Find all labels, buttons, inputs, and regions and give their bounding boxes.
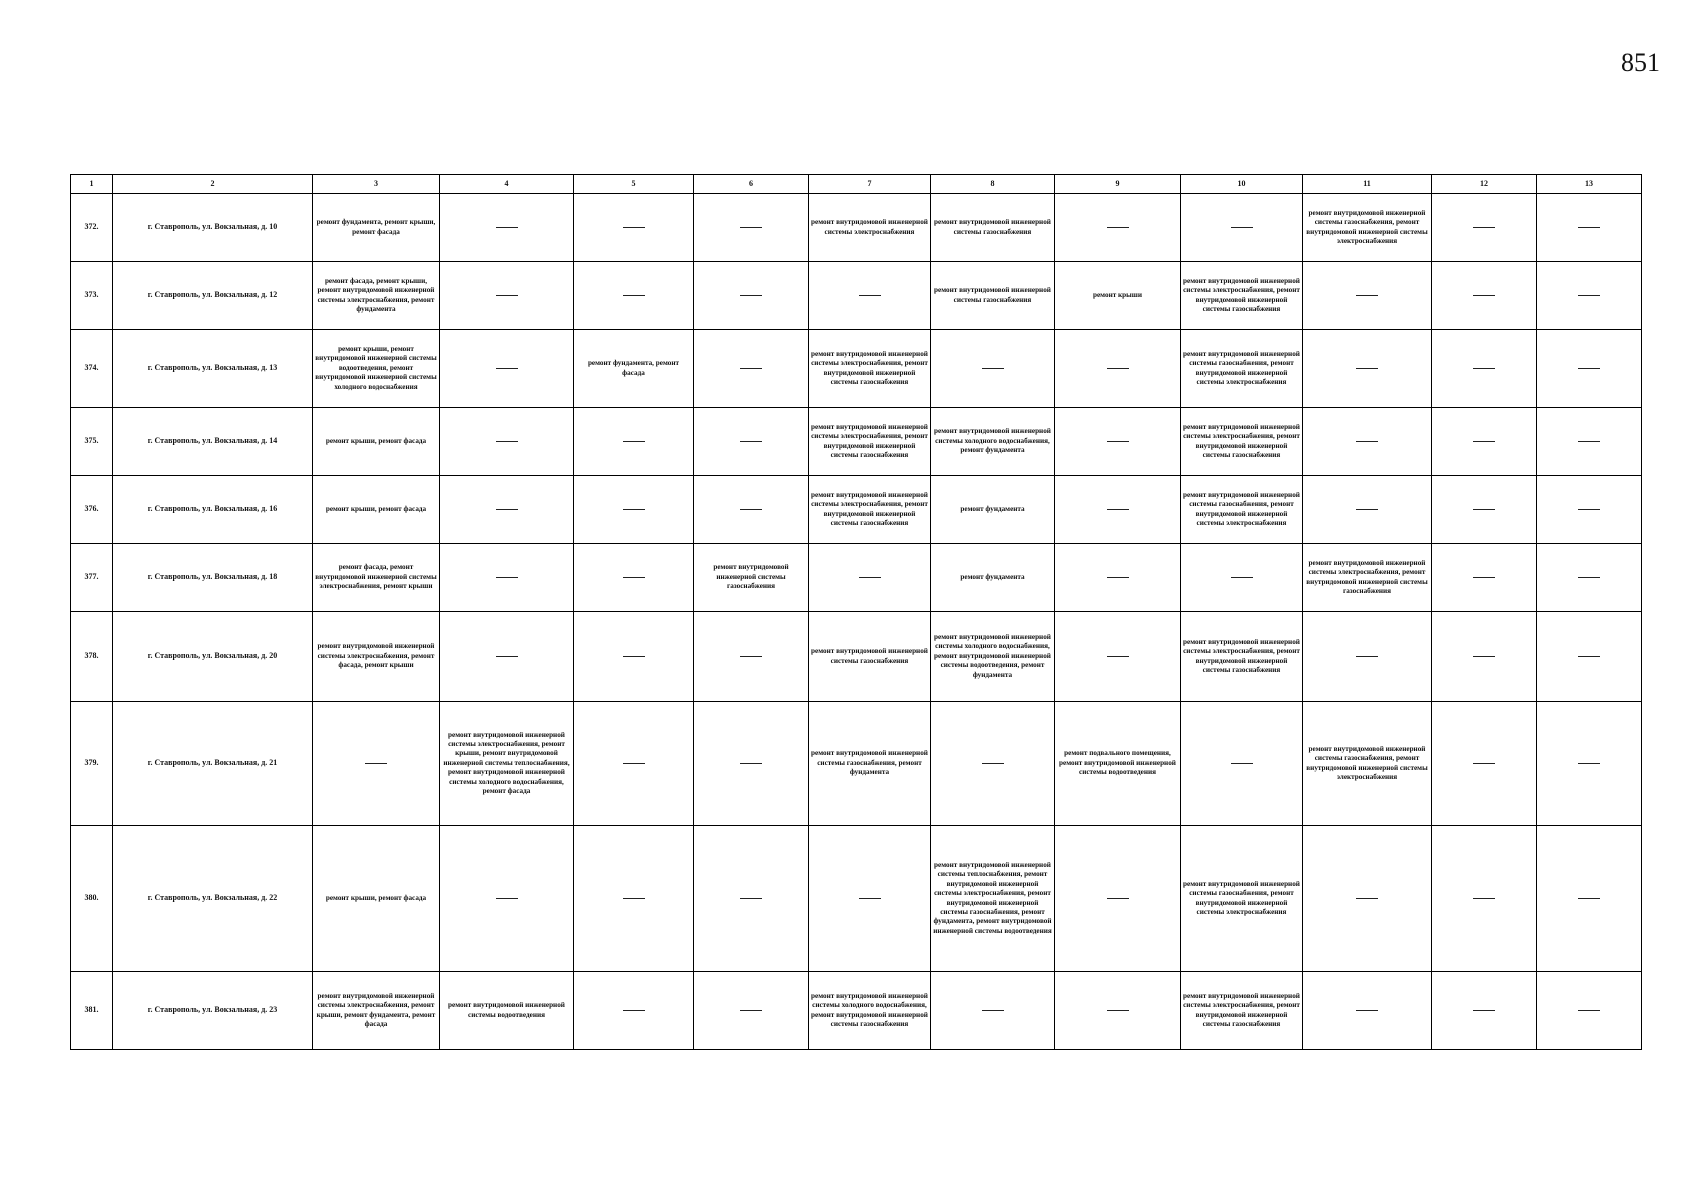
column-header: 4: [440, 175, 574, 194]
column-header: 6: [694, 175, 809, 194]
work-cell: ремонт крыши, ремонт фасада: [313, 476, 440, 544]
empty-cell: [1432, 476, 1537, 544]
empty-cell: [694, 408, 809, 476]
empty-cell: [1055, 612, 1181, 702]
dash-mark: [1231, 577, 1253, 578]
table-row: [71, 612, 1642, 702]
empty-cell: [1537, 826, 1642, 972]
column-header: 8: [931, 175, 1055, 194]
dash-mark: [1578, 368, 1600, 369]
row-number: 378.: [71, 612, 113, 702]
dash-mark: [859, 577, 881, 578]
empty-cell: [440, 826, 574, 972]
work-cell: ремонт внутридомовой инженерной системы водоотведения: [440, 972, 574, 1050]
dash-mark: [1578, 441, 1600, 442]
capital-repair-table: [70, 174, 1642, 1050]
dash-mark: [496, 295, 518, 296]
table-row: [71, 702, 1642, 826]
empty-cell: [1537, 408, 1642, 476]
dash-mark: [623, 898, 645, 899]
dash-mark: [1356, 898, 1378, 899]
work-cell: ремонт внутридомовой инженерной системы газоснабжения: [694, 544, 809, 612]
work-cell: ремонт фасада, ремонт внутридомовой инженерной системы электроснабжения, ремонт крыши: [313, 544, 440, 612]
table-header: [71, 175, 1642, 194]
address-cell: г. Ставрополь, ул. Вокзальная, д. 13: [113, 330, 313, 408]
work-cell: ремонт внутридомовой инженерной системы электроснабжения: [809, 194, 931, 262]
empty-cell: [694, 262, 809, 330]
empty-cell: [931, 330, 1055, 408]
empty-cell: [694, 702, 809, 826]
dash-mark: [1107, 509, 1129, 510]
dash-mark: [982, 763, 1004, 764]
empty-cell: [809, 544, 931, 612]
column-header: 13: [1537, 175, 1642, 194]
dash-mark: [1473, 1010, 1495, 1011]
dash-mark: [740, 509, 762, 510]
dash-mark: [1356, 441, 1378, 442]
work-cell: ремонт внутридомовой инженерной системы электроснабжения, ремонт внутридомовой инженерной системы газоснабжения: [1181, 612, 1303, 702]
dash-mark: [1473, 509, 1495, 510]
empty-cell: [440, 330, 574, 408]
dash-mark: [740, 368, 762, 369]
dash-mark: [1473, 441, 1495, 442]
table-row: [71, 194, 1642, 262]
dash-mark: [982, 1010, 1004, 1011]
empty-cell: [574, 262, 694, 330]
row-number: 374.: [71, 330, 113, 408]
empty-cell: [440, 612, 574, 702]
empty-cell: [1055, 330, 1181, 408]
empty-cell: [1537, 972, 1642, 1050]
empty-cell: [1303, 330, 1432, 408]
work-cell: ремонт фундамента: [931, 476, 1055, 544]
dash-mark: [859, 898, 881, 899]
empty-cell: [1537, 544, 1642, 612]
work-cell: ремонт внутридомовой инженерной системы газоснабжения, ремонт внутридомовой инженерной системы электроснабжения: [1181, 476, 1303, 544]
dash-mark: [1356, 295, 1378, 296]
work-cell: ремонт внутридомовой инженерной системы газоснабжения, ремонт фундамента: [809, 702, 931, 826]
work-cell: ремонт внутридомовой инженерной системы электроснабжения, ремонт крыши, ремонт фундамента, ремонт фасада: [313, 972, 440, 1050]
column-header: 11: [1303, 175, 1432, 194]
address-cell: г. Ставрополь, ул. Вокзальная, д. 23: [113, 972, 313, 1050]
dash-mark: [740, 656, 762, 657]
table-row: [71, 476, 1642, 544]
header-row: [71, 175, 1642, 194]
empty-cell: [1432, 408, 1537, 476]
work-cell: ремонт внутридомовой инженерной системы холодного водоснабжения, ремонт внутридомовой инженерной системы газоснабжения: [809, 972, 931, 1050]
dash-mark: [1107, 898, 1129, 899]
work-cell: ремонт внутридомовой инженерной системы газоснабжения: [809, 612, 931, 702]
work-cell: ремонт крыши, ремонт фасада: [313, 826, 440, 972]
work-cell: ремонт фундамента, ремонт фасада: [574, 330, 694, 408]
empty-cell: [931, 702, 1055, 826]
work-cell: ремонт крыши: [1055, 262, 1181, 330]
empty-cell: [313, 702, 440, 826]
empty-cell: [1537, 262, 1642, 330]
table-row: [71, 544, 1642, 612]
empty-cell: [574, 194, 694, 262]
dash-mark: [623, 1010, 645, 1011]
empty-cell: [440, 544, 574, 612]
dash-mark: [1356, 1010, 1378, 1011]
column-header: 3: [313, 175, 440, 194]
empty-cell: [574, 476, 694, 544]
dash-mark: [623, 441, 645, 442]
dash-mark: [1107, 656, 1129, 657]
dash-mark: [1578, 898, 1600, 899]
work-cell: ремонт подвального помещения, ремонт внутридомовой инженерной системы водоотведения: [1055, 702, 1181, 826]
empty-cell: [1181, 194, 1303, 262]
empty-cell: [694, 612, 809, 702]
work-cell: ремонт внутридомовой инженерной системы теплоснабжения, ремонт внутридомовой инженерной системы электроснабжения, ремонт внутридомовой инженерной системы газоснабжения, ремонт фундамента, ремонт внутридомовой инженерной системы водоотведения: [931, 826, 1055, 972]
dash-mark: [740, 227, 762, 228]
empty-cell: [1055, 544, 1181, 612]
dash-mark: [1107, 368, 1129, 369]
row-number: 380.: [71, 826, 113, 972]
row-number: 372.: [71, 194, 113, 262]
work-cell: ремонт внутридомовой инженерной системы электроснабжения, ремонт фасада, ремонт крыши: [313, 612, 440, 702]
empty-cell: [1432, 262, 1537, 330]
empty-cell: [1432, 194, 1537, 262]
dash-mark: [623, 577, 645, 578]
row-number: 373.: [71, 262, 113, 330]
work-cell: ремонт внутридомовой инженерной системы газоснабжения, ремонт внутридомовой инженерной системы электроснабжения: [1181, 826, 1303, 972]
empty-cell: [440, 262, 574, 330]
empty-cell: [1303, 972, 1432, 1050]
empty-cell: [574, 972, 694, 1050]
dash-mark: [859, 295, 881, 296]
table-row: [71, 262, 1642, 330]
empty-cell: [574, 612, 694, 702]
dash-mark: [1231, 227, 1253, 228]
dash-mark: [1473, 577, 1495, 578]
empty-cell: [694, 972, 809, 1050]
table-row: [71, 826, 1642, 972]
work-cell: ремонт внутридомовой инженерной системы электроснабжения, ремонт внутридомовой инженерной системы газоснабжения: [809, 330, 931, 408]
empty-cell: [440, 408, 574, 476]
dash-mark: [496, 898, 518, 899]
empty-cell: [694, 194, 809, 262]
work-cell: ремонт внутридомовой инженерной системы электроснабжения, ремонт внутридомовой инженерной системы газоснабжения: [809, 408, 931, 476]
work-cell: ремонт внутридомовой инженерной системы электроснабжения, ремонт внутридомовой инженерной системы газоснабжения: [1181, 408, 1303, 476]
address-cell: г. Ставрополь, ул. Вокзальная, д. 20: [113, 612, 313, 702]
address-cell: г. Ставрополь, ул. Вокзальная, д. 22: [113, 826, 313, 972]
table-row: [71, 972, 1642, 1050]
dash-mark: [1578, 656, 1600, 657]
address-cell: г. Ставрополь, ул. Вокзальная, д. 14: [113, 408, 313, 476]
table-row: [71, 408, 1642, 476]
empty-cell: [574, 702, 694, 826]
address-cell: г. Ставрополь, ул. Вокзальная, д. 10: [113, 194, 313, 262]
empty-cell: [809, 262, 931, 330]
dash-mark: [740, 763, 762, 764]
dash-mark: [496, 368, 518, 369]
empty-cell: [694, 330, 809, 408]
empty-cell: [1537, 330, 1642, 408]
empty-cell: [1432, 330, 1537, 408]
work-cell: ремонт внутридомовой инженерной системы холодного водоснабжения, ремонт внутридомовой инженерной системы водоотведения, ремонт фундамента: [931, 612, 1055, 702]
empty-cell: [1055, 194, 1181, 262]
dash-mark: [1473, 898, 1495, 899]
empty-cell: [1181, 544, 1303, 612]
work-cell: ремонт крыши, ремонт фасада: [313, 408, 440, 476]
empty-cell: [1303, 262, 1432, 330]
empty-cell: [1303, 476, 1432, 544]
column-header: 9: [1055, 175, 1181, 194]
work-cell: ремонт внутридомовой инженерной системы газоснабжения, ремонт внутридомовой инженерной системы электроснабжения: [1303, 194, 1432, 262]
empty-cell: [931, 972, 1055, 1050]
dash-mark: [496, 509, 518, 510]
empty-cell: [1432, 972, 1537, 1050]
row-number: 379.: [71, 702, 113, 826]
dash-mark: [1578, 227, 1600, 228]
work-cell: ремонт внутридомовой инженерной системы электроснабжения, ремонт внутридомовой инженерной системы газоснабжения: [1181, 972, 1303, 1050]
empty-cell: [1432, 826, 1537, 972]
address-cell: г. Ставрополь, ул. Вокзальная, д. 21: [113, 702, 313, 826]
dash-mark: [1356, 509, 1378, 510]
dash-mark: [496, 227, 518, 228]
work-cell: ремонт внутридомовой инженерной системы электроснабжения, ремонт внутридомовой инженерной системы газоснабжения: [1181, 262, 1303, 330]
work-cell: ремонт внутридомовой инженерной системы электроснабжения, ремонт крыши, ремонт внутридомовой инженерной системы теплоснабжения, ремонт внутридомовой инженерной системы холодного водоснабжения, ремонт фасада: [440, 702, 574, 826]
dash-mark: [1356, 368, 1378, 369]
dash-mark: [1356, 656, 1378, 657]
empty-cell: [440, 476, 574, 544]
column-header: 5: [574, 175, 694, 194]
dash-mark: [496, 441, 518, 442]
empty-cell: [1303, 612, 1432, 702]
table-body: [71, 194, 1642, 1050]
empty-cell: [1537, 702, 1642, 826]
work-cell: ремонт фасада, ремонт крыши, ремонт внутридомовой инженерной системы электроснабжения, ремонт фундамента: [313, 262, 440, 330]
dash-mark: [623, 509, 645, 510]
dash-mark: [1578, 509, 1600, 510]
empty-cell: [1055, 972, 1181, 1050]
empty-cell: [440, 194, 574, 262]
work-cell: ремонт внутридомовой инженерной системы газоснабжения, ремонт внутридомовой инженерной системы электроснабжения: [1303, 702, 1432, 826]
empty-cell: [1055, 476, 1181, 544]
empty-cell: [1537, 476, 1642, 544]
work-cell: ремонт фундамента: [931, 544, 1055, 612]
dash-mark: [1231, 763, 1253, 764]
column-header: 1: [71, 175, 113, 194]
work-cell: ремонт внутридомовой инженерной системы газоснабжения, ремонт внутридомовой инженерной системы электроснабжения: [1181, 330, 1303, 408]
empty-cell: [1055, 826, 1181, 972]
empty-cell: [1055, 408, 1181, 476]
empty-cell: [1432, 702, 1537, 826]
address-cell: г. Ставрополь, ул. Вокзальная, д. 12: [113, 262, 313, 330]
empty-cell: [1537, 612, 1642, 702]
dash-mark: [623, 227, 645, 228]
dash-mark: [1473, 763, 1495, 764]
empty-cell: [1537, 194, 1642, 262]
dash-mark: [623, 656, 645, 657]
dash-mark: [740, 295, 762, 296]
row-number: 377.: [71, 544, 113, 612]
column-header: 10: [1181, 175, 1303, 194]
dash-mark: [1473, 227, 1495, 228]
empty-cell: [1432, 612, 1537, 702]
empty-cell: [694, 826, 809, 972]
dash-mark: [1578, 295, 1600, 296]
dash-mark: [1578, 763, 1600, 764]
empty-cell: [1432, 544, 1537, 612]
dash-mark: [740, 1010, 762, 1011]
work-cell: ремонт крыши, ремонт внутридомовой инженерной системы водоотведения, ремонт внутридомовой инженерной системы холодного водоснабжения: [313, 330, 440, 408]
work-cell: ремонт внутридомовой инженерной системы электроснабжения, ремонт внутридомовой инженерной системы газоснабжения: [809, 476, 931, 544]
empty-cell: [1303, 408, 1432, 476]
dash-mark: [623, 295, 645, 296]
dash-mark: [1578, 1010, 1600, 1011]
dash-mark: [623, 763, 645, 764]
row-number: 381.: [71, 972, 113, 1050]
dash-mark: [740, 441, 762, 442]
column-header: 12: [1432, 175, 1537, 194]
dash-mark: [365, 763, 387, 764]
dash-mark: [1107, 1010, 1129, 1011]
dash-mark: [982, 368, 1004, 369]
empty-cell: [1181, 702, 1303, 826]
work-cell: ремонт внутридомовой инженерной системы холодного водоснабжения, ремонт фундамента: [931, 408, 1055, 476]
column-header: 2: [113, 175, 313, 194]
address-cell: г. Ставрополь, ул. Вокзальная, д. 18: [113, 544, 313, 612]
empty-cell: [574, 408, 694, 476]
empty-cell: [574, 826, 694, 972]
dash-mark: [1107, 577, 1129, 578]
dash-mark: [496, 656, 518, 657]
work-cell: ремонт внутридомовой инженерной системы газоснабжения: [931, 194, 1055, 262]
empty-cell: [809, 826, 931, 972]
dash-mark: [1107, 227, 1129, 228]
table-row: [71, 330, 1642, 408]
row-number: 375.: [71, 408, 113, 476]
page-number: 851: [1621, 48, 1660, 77]
empty-cell: [574, 544, 694, 612]
dash-mark: [1578, 577, 1600, 578]
empty-cell: [694, 476, 809, 544]
row-number: 376.: [71, 476, 113, 544]
address-cell: г. Ставрополь, ул. Вокзальная, д. 16: [113, 476, 313, 544]
work-cell: ремонт фундамента, ремонт крыши, ремонт фасада: [313, 194, 440, 262]
work-cell: ремонт внутридомовой инженерной системы газоснабжения: [931, 262, 1055, 330]
dash-mark: [1473, 368, 1495, 369]
dash-mark: [496, 577, 518, 578]
empty-cell: [1303, 826, 1432, 972]
column-header: 7: [809, 175, 931, 194]
dash-mark: [1473, 295, 1495, 296]
dash-mark: [1107, 441, 1129, 442]
dash-mark: [740, 898, 762, 899]
dash-mark: [1473, 656, 1495, 657]
work-cell: ремонт внутридомовой инженерной системы электроснабжения, ремонт внутридомовой инженерной системы газоснабжения: [1303, 544, 1432, 612]
